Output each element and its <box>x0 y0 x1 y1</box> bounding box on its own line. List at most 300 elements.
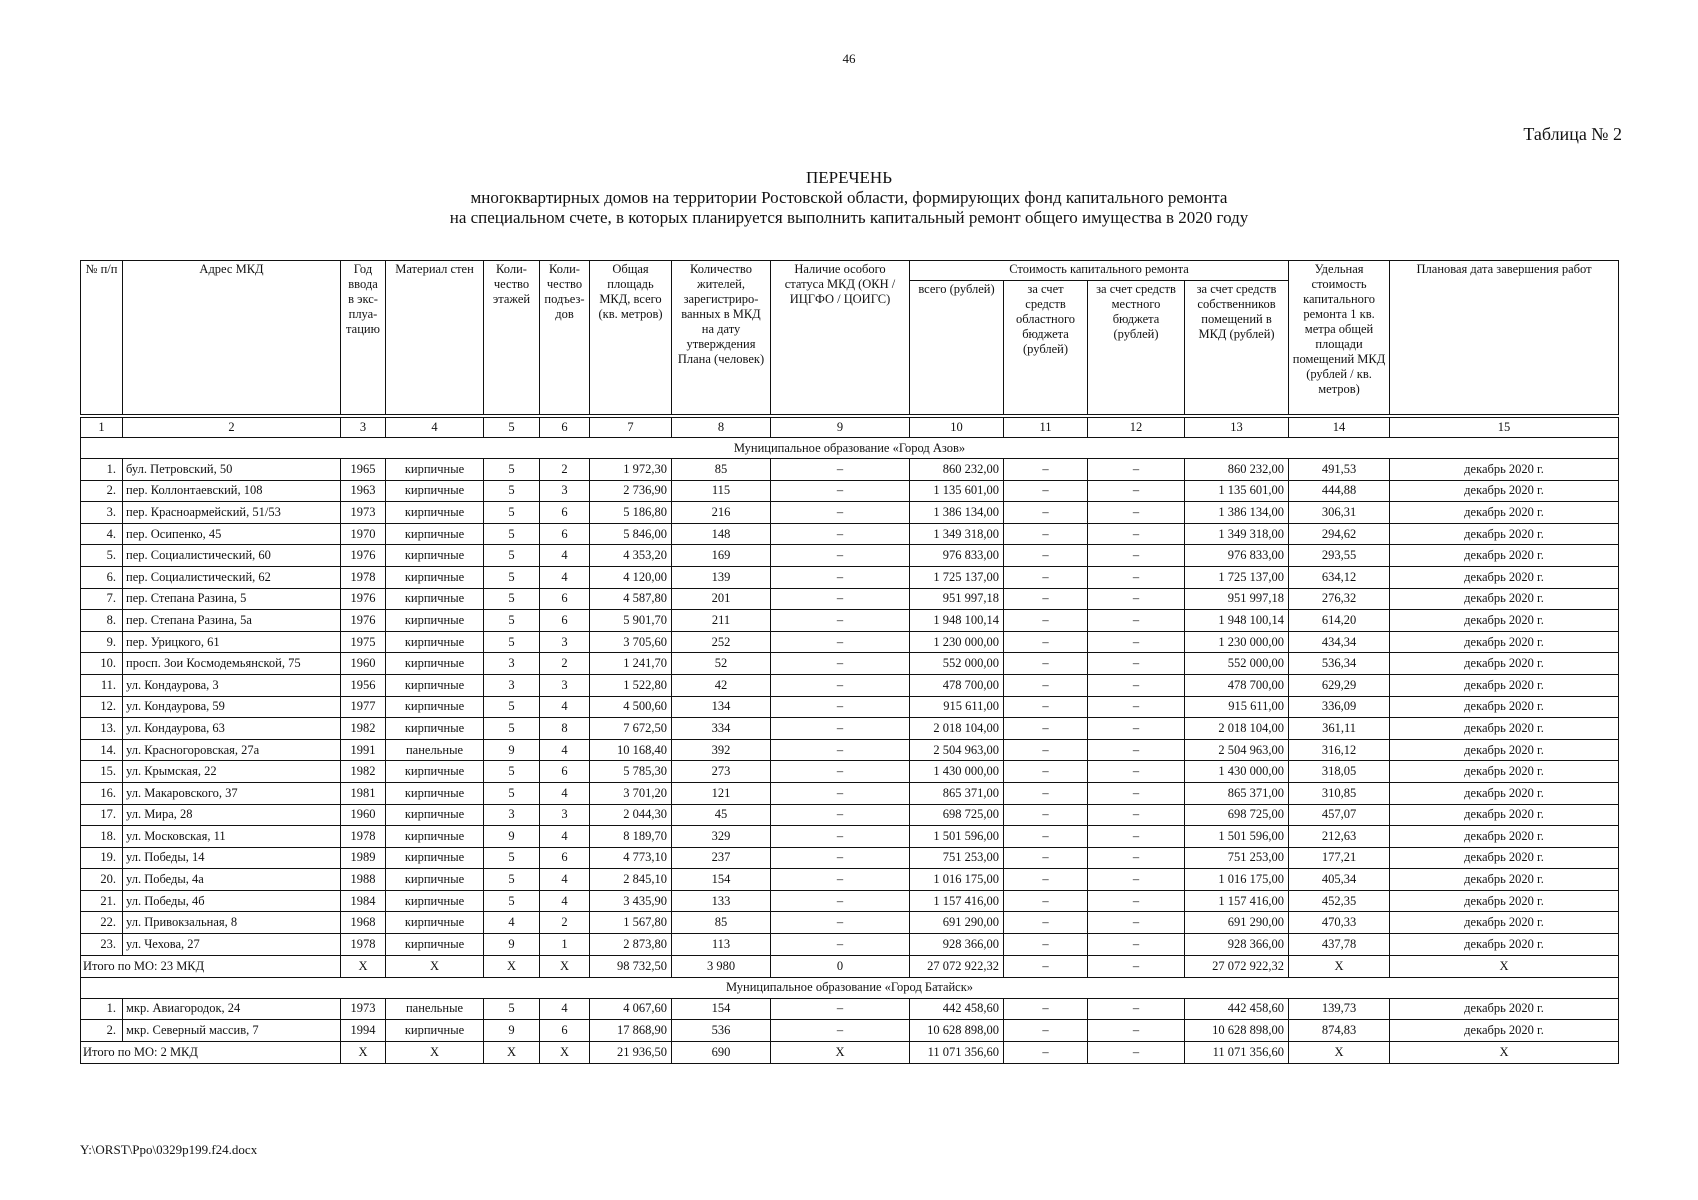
cell-date: декабрь 2020 г. <box>1390 912 1619 934</box>
cell-n: 19. <box>81 847 123 869</box>
cell-owners: 1 349 318,00 <box>1185 523 1289 545</box>
cell-area: 5 785,30 <box>590 761 672 783</box>
cell-total: 860 232,00 <box>910 459 1004 481</box>
cell-local: – <box>1088 782 1185 804</box>
cell-local: – <box>1088 761 1185 783</box>
cell-entrances: 3 <box>540 674 590 696</box>
cell-owners: 1 430 000,00 <box>1185 761 1289 783</box>
cell-unit: 306,31 <box>1289 502 1390 524</box>
cell-date: декабрь 2020 г. <box>1390 718 1619 740</box>
header-completion: Плановая дата завершения работ <box>1390 261 1619 415</box>
cell-n: 13. <box>81 718 123 740</box>
cell-entrances: 4 <box>540 696 590 718</box>
cell-unit: 212,63 <box>1289 826 1390 848</box>
cell-date: декабрь 2020 г. <box>1390 588 1619 610</box>
cell-area: 2 873,80 <box>590 934 672 956</box>
cell-n: 2. <box>81 480 123 502</box>
cell-area: 4 500,60 <box>590 696 672 718</box>
cell-status: – <box>771 934 910 956</box>
total-cell-area: 98 732,50 <box>590 955 672 977</box>
cell-unit: 318,05 <box>1289 761 1390 783</box>
cell-status: – <box>771 459 910 481</box>
cell-regional: – <box>1004 502 1088 524</box>
cell-floors: 3 <box>484 653 540 675</box>
cell-total: 1 349 318,00 <box>910 523 1004 545</box>
cell-floors: 5 <box>484 631 540 653</box>
cell-unit: 310,85 <box>1289 782 1390 804</box>
cell-local: – <box>1088 1020 1185 1042</box>
cell-address: пер. Степана Разина, 5а <box>123 610 341 632</box>
cell-unit: 470,33 <box>1289 912 1390 934</box>
total-cell-local: – <box>1088 955 1185 977</box>
cell-entrances: 6 <box>540 502 590 524</box>
cell-material: кирпичные <box>386 718 484 740</box>
cell-date: декабрь 2020 г. <box>1390 869 1619 891</box>
cell-n: 7. <box>81 588 123 610</box>
cell-entrances: 4 <box>540 826 590 848</box>
cell-status: – <box>771 912 910 934</box>
cell-floors: 5 <box>484 523 540 545</box>
cell-entrances: 2 <box>540 459 590 481</box>
title-line-2: многоквартирных домов на территории Ростовской области, формирующих фонд капитального ремонта <box>470 188 1228 207</box>
cell-material: кирпичные <box>386 912 484 934</box>
cell-unit: 276,32 <box>1289 588 1390 610</box>
cell-local: – <box>1088 826 1185 848</box>
cell-regional: – <box>1004 523 1088 545</box>
cell-year: 1960 <box>341 653 386 675</box>
cell-entrances: 4 <box>540 545 590 567</box>
table-row <box>81 480 1619 502</box>
title-line-1: ПЕРЕЧЕНЬ <box>806 168 892 187</box>
cell-floors: 5 <box>484 890 540 912</box>
cell-address: мкр. Авиагородок, 24 <box>123 998 341 1020</box>
total-cell-date: X <box>1390 955 1619 977</box>
cell-owners: 1 725 137,00 <box>1185 566 1289 588</box>
table-row <box>81 1020 1619 1042</box>
cell-year: 1965 <box>341 459 386 481</box>
cell-address: ул. Мира, 28 <box>123 804 341 826</box>
cell-n: 11. <box>81 674 123 696</box>
cell-material: кирпичные <box>386 696 484 718</box>
cell-owners: 1 501 596,00 <box>1185 826 1289 848</box>
cell-entrances: 4 <box>540 782 590 804</box>
houses-table <box>80 260 1619 1064</box>
cell-address: ул. Победы, 4б <box>123 890 341 912</box>
cell-material: кирпичные <box>386 545 484 567</box>
cell-total: 1 430 000,00 <box>910 761 1004 783</box>
cell-total: 1 948 100,14 <box>910 610 1004 632</box>
cell-n: 20. <box>81 869 123 891</box>
section-header-row <box>81 438 1619 459</box>
cell-unit: 614,20 <box>1289 610 1390 632</box>
cell-area: 4 773,10 <box>590 847 672 869</box>
cell-status: – <box>771 847 910 869</box>
table-row <box>81 890 1619 912</box>
section-title: Муниципальное образование «Город Батайск» <box>81 977 1619 998</box>
total-label: Итого по МО: 2 МКД <box>81 1041 341 1063</box>
cell-local: – <box>1088 545 1185 567</box>
cell-entrances: 4 <box>540 890 590 912</box>
cell-area: 10 168,40 <box>590 739 672 761</box>
cell-floors: 5 <box>484 782 540 804</box>
cell-status: – <box>771 782 910 804</box>
cell-unit: 336,09 <box>1289 696 1390 718</box>
table-row <box>81 739 1619 761</box>
table-row <box>81 761 1619 783</box>
cell-residents: 154 <box>672 998 771 1020</box>
total-cell-year: X <box>341 955 386 977</box>
cell-status: – <box>771 718 910 740</box>
cell-material: кирпичные <box>386 847 484 869</box>
cell-address: ул. Чехова, 27 <box>123 934 341 956</box>
cell-residents: 334 <box>672 718 771 740</box>
cell-status: – <box>771 588 910 610</box>
table-label: Таблица № 2 <box>1523 124 1622 144</box>
cell-address: ул. Победы, 14 <box>123 847 341 869</box>
cell-year: 1976 <box>341 588 386 610</box>
cell-area: 4 067,60 <box>590 998 672 1020</box>
cell-total: 1 386 134,00 <box>910 502 1004 524</box>
cell-entrances: 6 <box>540 761 590 783</box>
cell-area: 5 846,00 <box>590 523 672 545</box>
table-row <box>81 998 1619 1020</box>
cell-total: 1 725 137,00 <box>910 566 1004 588</box>
cell-total: 478 700,00 <box>910 674 1004 696</box>
table-row <box>81 674 1619 696</box>
cell-unit: 634,12 <box>1289 566 1390 588</box>
cell-unit: 874,83 <box>1289 1020 1390 1042</box>
cell-date: декабрь 2020 г. <box>1390 826 1619 848</box>
cell-area: 2 845,10 <box>590 869 672 891</box>
column-number: 2 <box>123 418 341 438</box>
cell-status: – <box>771 502 910 524</box>
cell-regional: – <box>1004 934 1088 956</box>
table-row <box>81 502 1619 524</box>
cell-material: кирпичные <box>386 674 484 696</box>
cell-address: пер. Урицкого, 61 <box>123 631 341 653</box>
column-number: 10 <box>910 418 1004 438</box>
cell-material: кирпичные <box>386 761 484 783</box>
cell-residents: 392 <box>672 739 771 761</box>
cell-local: – <box>1088 653 1185 675</box>
header-address: Адрес МКД <box>123 261 341 415</box>
column-number: 6 <box>540 418 590 438</box>
cell-n: 14. <box>81 739 123 761</box>
cell-address: ул. Красногоровская, 27а <box>123 739 341 761</box>
column-number: 11 <box>1004 418 1088 438</box>
header-floors: Коли-чество этажей <box>484 261 540 415</box>
cell-address: пер. Социалистический, 62 <box>123 566 341 588</box>
cell-status: – <box>771 696 910 718</box>
cell-total: 691 290,00 <box>910 912 1004 934</box>
header-area: Общая площадь МКД, всего (кв. метров) <box>590 261 672 415</box>
cell-residents: 148 <box>672 523 771 545</box>
cell-local: – <box>1088 718 1185 740</box>
cell-area: 1 972,30 <box>590 459 672 481</box>
cell-residents: 216 <box>672 502 771 524</box>
cell-owners: 1 157 416,00 <box>1185 890 1289 912</box>
cell-floors: 9 <box>484 934 540 956</box>
cell-unit: 361,11 <box>1289 718 1390 740</box>
cell-status: – <box>771 890 910 912</box>
cell-status: – <box>771 610 910 632</box>
cell-residents: 52 <box>672 653 771 675</box>
title-line-3: на специальном счете, в которых планируется выполнить капитальный ремонт общего имущества в 2020 году <box>449 208 1249 227</box>
cell-date: декабрь 2020 г. <box>1390 998 1619 1020</box>
column-number: 14 <box>1289 418 1390 438</box>
column-number: 1 <box>81 418 123 438</box>
cell-floors: 9 <box>484 739 540 761</box>
cell-material: кирпичные <box>386 869 484 891</box>
cell-status: – <box>771 631 910 653</box>
cell-year: 1977 <box>341 696 386 718</box>
header-year: Год ввода в экс-плуа-тацию <box>341 261 386 415</box>
cell-year: 1989 <box>341 847 386 869</box>
column-number: 5 <box>484 418 540 438</box>
cell-unit: 139,73 <box>1289 998 1390 1020</box>
cell-date: декабрь 2020 г. <box>1390 761 1619 783</box>
header-unit-cost: Удельная стоимость капитального ремонта 1 кв. метра общей площади помещений МКД (рублей / кв. метров) <box>1289 261 1390 415</box>
header-material: Материал стен <box>386 261 484 415</box>
cell-address: пер. Красноармейский, 51/53 <box>123 502 341 524</box>
cell-date: декабрь 2020 г. <box>1390 480 1619 502</box>
cell-material: кирпичные <box>386 459 484 481</box>
table-row <box>81 653 1619 675</box>
cell-year: 1982 <box>341 761 386 783</box>
cell-owners: 1 230 000,00 <box>1185 631 1289 653</box>
cell-material: кирпичные <box>386 653 484 675</box>
cell-local: – <box>1088 631 1185 653</box>
cell-owners: 698 725,00 <box>1185 804 1289 826</box>
cell-owners: 751 253,00 <box>1185 847 1289 869</box>
cell-regional: – <box>1004 804 1088 826</box>
cell-address: ул. Кондаурова, 3 <box>123 674 341 696</box>
cell-floors: 3 <box>484 674 540 696</box>
cell-unit: 434,34 <box>1289 631 1390 653</box>
header-cost-total: всего (рублей) <box>910 281 1004 415</box>
table-row <box>81 804 1619 826</box>
cell-regional: – <box>1004 674 1088 696</box>
cell-year: 1978 <box>341 566 386 588</box>
cell-regional: – <box>1004 480 1088 502</box>
cell-n: 4. <box>81 523 123 545</box>
cell-status: – <box>771 761 910 783</box>
cell-address: ул. Победы, 4а <box>123 869 341 891</box>
cell-status: – <box>771 653 910 675</box>
cell-date: декабрь 2020 г. <box>1390 739 1619 761</box>
cell-total: 865 371,00 <box>910 782 1004 804</box>
cell-area: 4 587,80 <box>590 588 672 610</box>
column-number: 12 <box>1088 418 1185 438</box>
cell-address: мкр. Северный массив, 7 <box>123 1020 341 1042</box>
cell-material: кирпичные <box>386 588 484 610</box>
cell-unit: 629,29 <box>1289 674 1390 696</box>
cell-floors: 5 <box>484 847 540 869</box>
cell-address: пер. Социалистический, 60 <box>123 545 341 567</box>
cell-area: 2 044,30 <box>590 804 672 826</box>
column-number: 15 <box>1390 418 1619 438</box>
cell-total: 1 135 601,00 <box>910 480 1004 502</box>
cell-date: декабрь 2020 г. <box>1390 631 1619 653</box>
total-cell-residents: 3 980 <box>672 955 771 977</box>
cell-date: декабрь 2020 г. <box>1390 696 1619 718</box>
cell-entrances: 1 <box>540 934 590 956</box>
total-cell-status: X <box>771 1041 910 1063</box>
cell-area: 4 120,00 <box>590 566 672 588</box>
table-row <box>81 912 1619 934</box>
cell-total: 10 628 898,00 <box>910 1020 1004 1042</box>
cell-total: 1 157 416,00 <box>910 890 1004 912</box>
cell-owners: 442 458,60 <box>1185 998 1289 1020</box>
cell-year: 1968 <box>341 912 386 934</box>
cell-n: 22. <box>81 912 123 934</box>
cell-year: 1981 <box>341 782 386 804</box>
cell-unit: 293,55 <box>1289 545 1390 567</box>
cell-total: 751 253,00 <box>910 847 1004 869</box>
cell-residents: 134 <box>672 696 771 718</box>
cell-residents: 139 <box>672 566 771 588</box>
cell-year: 1976 <box>341 610 386 632</box>
cell-residents: 169 <box>672 545 771 567</box>
cell-n: 1. <box>81 459 123 481</box>
cell-unit: 316,12 <box>1289 739 1390 761</box>
cell-material: панельные <box>386 739 484 761</box>
column-numbers-row <box>81 418 1619 438</box>
cell-regional: – <box>1004 782 1088 804</box>
cell-material: кирпичные <box>386 480 484 502</box>
cell-status: – <box>771 869 910 891</box>
total-cell-owners: 27 072 922,32 <box>1185 955 1289 977</box>
cell-floors: 5 <box>484 696 540 718</box>
cell-date: декабрь 2020 г. <box>1390 545 1619 567</box>
cell-status: – <box>771 804 910 826</box>
cell-area: 1 241,70 <box>590 653 672 675</box>
total-cell-total: 27 072 922,32 <box>910 955 1004 977</box>
cell-owners: 860 232,00 <box>1185 459 1289 481</box>
column-number: 3 <box>341 418 386 438</box>
cell-unit: 437,78 <box>1289 934 1390 956</box>
table-row <box>81 696 1619 718</box>
cell-regional: – <box>1004 869 1088 891</box>
cell-entrances: 2 <box>540 653 590 675</box>
cell-floors: 4 <box>484 912 540 934</box>
cell-local: – <box>1088 502 1185 524</box>
cell-owners: 1 386 134,00 <box>1185 502 1289 524</box>
page-number: 46 <box>842 51 856 66</box>
header-residents: Количество жителей, зарегистриро-ванных в МКД на дату утверждения Плана (человек) <box>672 261 771 415</box>
cell-entrances: 2 <box>540 912 590 934</box>
cell-year: 1994 <box>341 1020 386 1042</box>
cell-address: ул. Кондаурова, 63 <box>123 718 341 740</box>
header-cost-local: за счет средств местного бюджета (рублей) <box>1088 281 1185 415</box>
cell-regional: – <box>1004 739 1088 761</box>
cell-n: 5. <box>81 545 123 567</box>
cell-material: кирпичные <box>386 1020 484 1042</box>
cell-year: 1975 <box>341 631 386 653</box>
cell-material: кирпичные <box>386 523 484 545</box>
cell-floors: 5 <box>484 545 540 567</box>
cell-residents: 45 <box>672 804 771 826</box>
cell-regional: – <box>1004 588 1088 610</box>
cell-area: 5 186,80 <box>590 502 672 524</box>
header-cost-regional: за счет средств областного бюджета (рублей) <box>1004 281 1088 415</box>
cell-unit: 294,62 <box>1289 523 1390 545</box>
cell-date: декабрь 2020 г. <box>1390 674 1619 696</box>
cell-entrances: 3 <box>540 631 590 653</box>
cell-local: – <box>1088 588 1185 610</box>
cell-area: 5 901,70 <box>590 610 672 632</box>
cell-date: декабрь 2020 г. <box>1390 890 1619 912</box>
cell-address: ул. Крымская, 22 <box>123 761 341 783</box>
cell-address: пер. Осипенко, 45 <box>123 523 341 545</box>
column-number: 9 <box>771 418 910 438</box>
cell-material: кирпичные <box>386 502 484 524</box>
total-cell-status: 0 <box>771 955 910 977</box>
table-row <box>81 610 1619 632</box>
cell-date: декабрь 2020 г. <box>1390 459 1619 481</box>
cell-year: 1984 <box>341 890 386 912</box>
cell-year: 1988 <box>341 869 386 891</box>
cell-area: 1 567,80 <box>590 912 672 934</box>
cell-total: 1 501 596,00 <box>910 826 1004 848</box>
cell-address: ул. Макаровского, 37 <box>123 782 341 804</box>
cell-total: 552 000,00 <box>910 653 1004 675</box>
total-cell-year: X <box>341 1041 386 1063</box>
cell-entrances: 4 <box>540 998 590 1020</box>
header-cost-group: Стоимость капитального ремонта <box>910 261 1289 281</box>
cell-owners: 2 504 963,00 <box>1185 739 1289 761</box>
table-row <box>81 782 1619 804</box>
total-cell-regional: – <box>1004 955 1088 977</box>
cell-owners: 691 290,00 <box>1185 912 1289 934</box>
cell-total: 442 458,60 <box>910 998 1004 1020</box>
total-cell-entrances: X <box>540 955 590 977</box>
cell-local: – <box>1088 890 1185 912</box>
column-number: 13 <box>1185 418 1289 438</box>
cell-residents: 85 <box>672 459 771 481</box>
cell-regional: – <box>1004 459 1088 481</box>
cell-local: – <box>1088 459 1185 481</box>
cell-floors: 5 <box>484 588 540 610</box>
total-cell-unit: X <box>1289 1041 1390 1063</box>
cell-address: просп. Зои Космодемьянской, 75 <box>123 653 341 675</box>
cell-owners: 1 135 601,00 <box>1185 480 1289 502</box>
cell-area: 1 522,80 <box>590 674 672 696</box>
cell-year: 1963 <box>341 480 386 502</box>
houses-table-container <box>80 260 1618 1064</box>
cell-n: 10. <box>81 653 123 675</box>
cell-total: 1 230 000,00 <box>910 631 1004 653</box>
table-row <box>81 869 1619 891</box>
cell-residents: 211 <box>672 610 771 632</box>
cell-entrances: 4 <box>540 566 590 588</box>
cell-date: декабрь 2020 г. <box>1390 804 1619 826</box>
cell-year: 1973 <box>341 502 386 524</box>
cell-regional: – <box>1004 610 1088 632</box>
cell-entrances: 4 <box>540 739 590 761</box>
total-label: Итого по МО: 23 МКД <box>81 955 341 977</box>
cell-date: декабрь 2020 г. <box>1390 782 1619 804</box>
cell-material: кирпичные <box>386 890 484 912</box>
cell-regional: – <box>1004 545 1088 567</box>
cell-owners: 976 833,00 <box>1185 545 1289 567</box>
cell-regional: – <box>1004 718 1088 740</box>
cell-status: – <box>771 566 910 588</box>
cell-floors: 5 <box>484 459 540 481</box>
cell-n: 17. <box>81 804 123 826</box>
cell-unit: 491,53 <box>1289 459 1390 481</box>
document-title <box>0 168 1698 228</box>
